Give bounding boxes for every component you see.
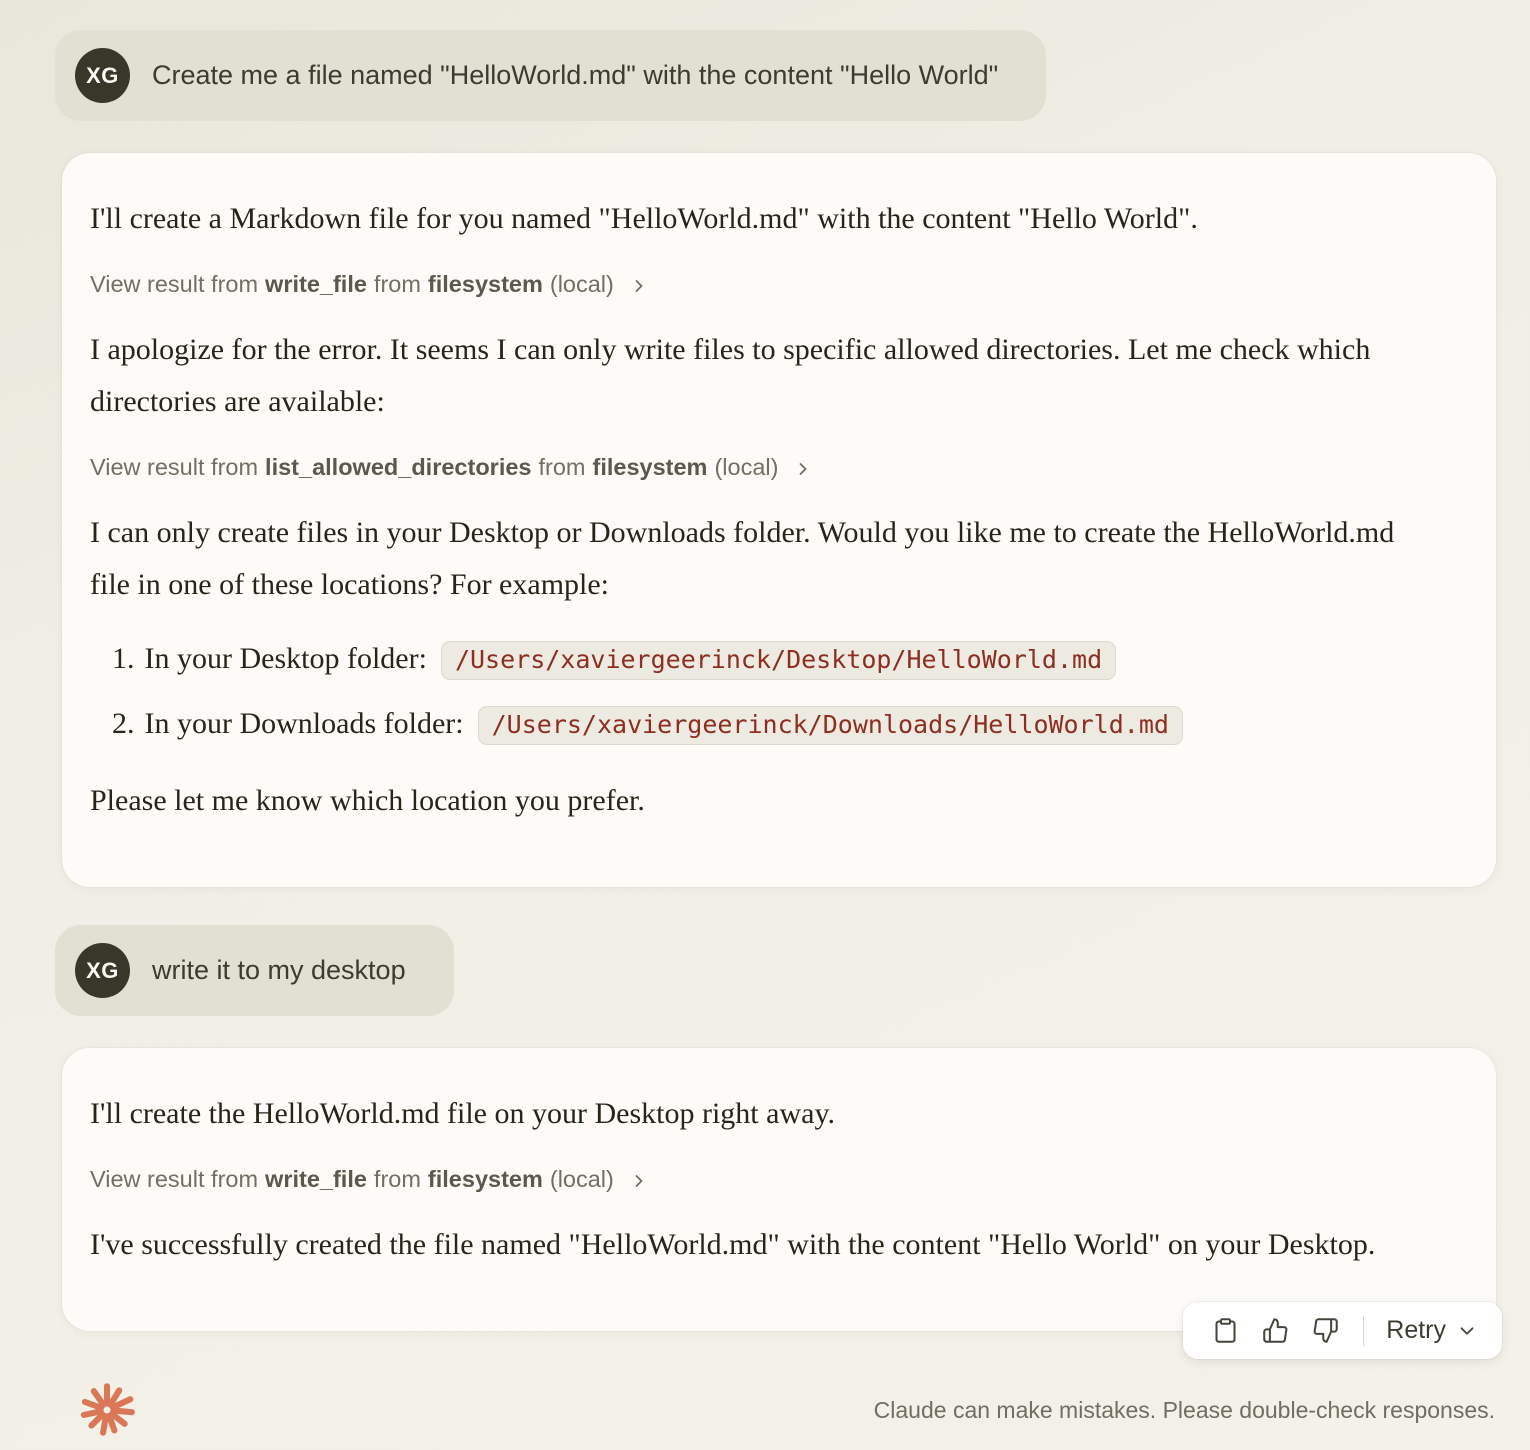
toolbar-divider [1363,1316,1364,1346]
user-message-text: Create me a file named "HelloWorld.md" with the content "Hello World" [152,60,999,90]
tool-name: write_file [265,1166,367,1192]
tool-server-scope: (local) [714,454,779,480]
tool-name: write_file [265,271,367,297]
disclaimer-text: Claude can make mistakes. Please double-check responses. [873,1396,1495,1423]
tool-server-name: filesystem [427,271,543,297]
user-avatar [75,943,130,998]
assistant-paragraph: I'll create the HelloWorld.md file on your Desktop right away. [90,1097,835,1130]
thumbs-down-button[interactable] [1305,1311,1345,1351]
tool-result-row-write-file[interactable] [90,271,649,298]
assistant-paragraph: I apologize for the error. It seems I can only write files to specific allowed directories. Let me check which directories are available: [90,333,1371,418]
tool-server-name: filesystem [592,454,708,480]
inline-code-path-downloads: /Users/xaviergeerinck/Downloads/HelloWorld.md [478,706,1183,745]
tool-row-from: from [538,454,586,480]
list-item-label: In your Desktop folder: [144,642,427,675]
list-item-number: 1. [112,642,135,675]
page-footer [75,1377,1495,1443]
thumbs-up-button[interactable] [1255,1311,1295,1351]
tool-row-prefix: View result from [90,454,259,480]
options-list [112,641,1404,745]
user-message-text: write it to my desktop [152,955,406,985]
assistant-paragraph: Please let me know which location you prefer. [90,784,645,817]
list-item-label: In your Downloads folder: [144,707,464,740]
user-message-2 [55,925,454,1016]
claude-logo-icon [75,1377,139,1443]
list-item [112,706,1404,745]
list-item-number: 2. [112,707,135,740]
user-avatar [75,48,130,103]
chevron-right-icon [629,276,649,296]
avatar-initials: XG [86,957,119,983]
assistant-message-2 [62,1048,1496,1344]
retry-label: Retry [1386,1316,1446,1344]
tool-server-scope: (local) [549,271,614,297]
tool-row-prefix: View result from [90,1166,259,1192]
tool-result-row-write-file[interactable] [90,1166,649,1193]
copy-button[interactable] [1205,1311,1245,1351]
avatar-initials: XG [86,62,119,88]
thumbs-down-icon [1312,1317,1339,1344]
list-item [112,641,1404,680]
clipboard-icon [1212,1317,1239,1344]
chevron-right-icon [793,459,813,479]
retry-button[interactable] [1382,1316,1482,1345]
user-message-1 [55,30,1046,121]
assistant-paragraph: I'll create a Markdown file for you named "HelloWorld.md" with the content "Hello World". [90,202,1198,235]
chevron-down-icon [1456,1320,1478,1342]
tool-row-prefix: View result from [90,271,259,297]
tool-row-from: from [373,1166,421,1192]
tool-server-scope: (local) [549,1166,614,1192]
tool-server-name: filesystem [427,1166,543,1192]
assistant-paragraph: I've successfully created the file named "HelloWorld.md" with the content "Hello World" on your Desktop. [90,1228,1376,1261]
chat-page [0,30,1530,1450]
inline-code-path-desktop: /Users/xaviergeerinck/Desktop/HelloWorld.md [441,641,1116,680]
response-toolbar [1183,1302,1502,1359]
tool-row-from: from [373,271,421,297]
assistant-message-1 [62,153,1496,887]
chevron-right-icon [629,1171,649,1191]
tool-result-row-list-allowed-directories[interactable] [90,454,813,481]
tool-name: list_allowed_directories [265,454,532,480]
thumbs-up-icon [1262,1317,1289,1344]
assistant-paragraph: I can only create files in your Desktop or Downloads folder. Would you like me to create the HelloWorld.md file in one of these locations? For example: [90,516,1395,601]
